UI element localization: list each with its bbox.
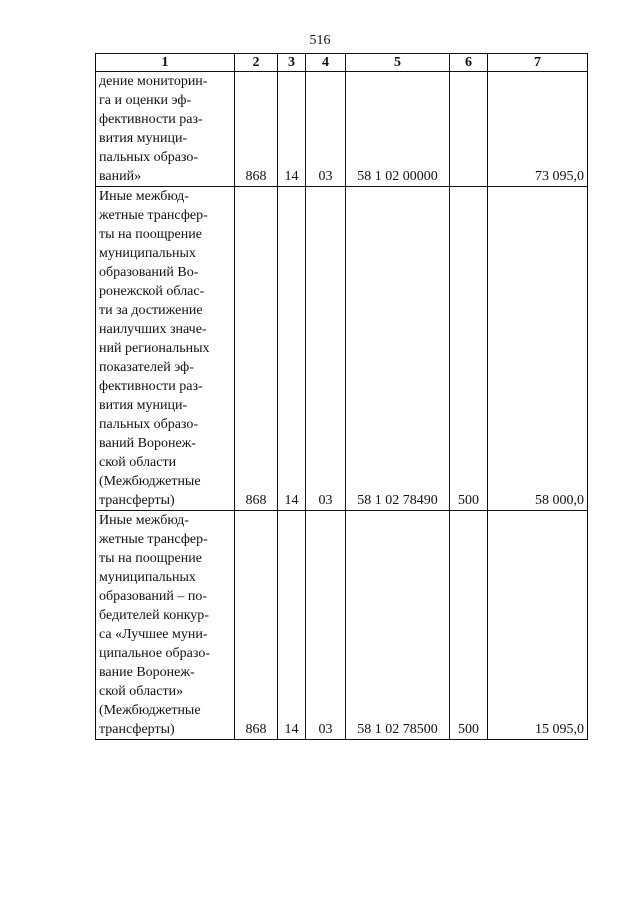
cell-rz: 14 bbox=[278, 72, 306, 187]
table-row bbox=[96, 511, 588, 740]
name-line: бедителей конкур- bbox=[99, 608, 209, 623]
cell-sum: 58 000,0 bbox=[488, 187, 588, 511]
cell-gr: 868 bbox=[235, 511, 278, 740]
cell-csr: 58 1 02 00000 bbox=[346, 72, 450, 187]
cell-vr: 500 bbox=[450, 511, 488, 740]
name-line: Иные межбюд- bbox=[99, 513, 189, 528]
name-line: фективности раз- bbox=[99, 379, 203, 394]
name-line: трансферты) bbox=[99, 493, 175, 508]
name-line: жетные трансфер- bbox=[99, 208, 208, 223]
row-name bbox=[96, 187, 235, 511]
name-line: муниципальных bbox=[99, 246, 196, 261]
header-col-4: 4 bbox=[306, 54, 346, 72]
cell-pr: 03 bbox=[306, 511, 346, 740]
name-line: пальных образо- bbox=[99, 150, 199, 165]
cell-gr: 868 bbox=[235, 187, 278, 511]
header-col-5: 5 bbox=[346, 54, 450, 72]
name-line: ваний Воронеж- bbox=[99, 436, 196, 451]
row-name bbox=[96, 511, 235, 740]
name-line: са «Лучшее муни- bbox=[99, 627, 208, 642]
header-row bbox=[96, 54, 588, 72]
row-name bbox=[96, 72, 235, 187]
name-line: наилучших значе- bbox=[99, 322, 207, 337]
cell-csr: 58 1 02 78500 bbox=[346, 511, 450, 740]
name-line: ской области bbox=[99, 455, 177, 470]
budget-table bbox=[95, 53, 588, 740]
cell-csr: 58 1 02 78490 bbox=[346, 187, 450, 511]
cell-gr: 868 bbox=[235, 72, 278, 187]
name-line: фективности раз- bbox=[99, 112, 203, 127]
page-number: 516 bbox=[309, 33, 331, 48]
name-line: ты на поощрение bbox=[99, 551, 202, 566]
name-line: трансферты) bbox=[99, 722, 175, 737]
header-col-2: 2 bbox=[235, 54, 278, 72]
name-line: ты на поощрение bbox=[99, 227, 202, 242]
name-line: ний региональных bbox=[99, 341, 210, 356]
cell-rz: 14 bbox=[278, 511, 306, 740]
cell-vr: 500 bbox=[450, 187, 488, 511]
name-line: муниципальных bbox=[99, 570, 196, 585]
name-line: (Межбюджетные bbox=[99, 703, 201, 718]
name-line: вития муници- bbox=[99, 398, 188, 413]
name-line: образований Во- bbox=[99, 265, 199, 280]
cell-rz: 14 bbox=[278, 187, 306, 511]
name-line: ронежской облас- bbox=[99, 284, 205, 299]
name-line: (Межбюджетные bbox=[99, 474, 201, 489]
name-line: вание Воронеж- bbox=[99, 665, 195, 680]
name-line: ципальное образо- bbox=[99, 646, 211, 661]
table-row bbox=[96, 72, 588, 187]
name-line: образований – по- bbox=[99, 589, 208, 604]
header-col-6: 6 bbox=[450, 54, 488, 72]
name-line: вития муници- bbox=[99, 131, 188, 146]
name-line: показателей эф- bbox=[99, 360, 194, 375]
header-col-3: 3 bbox=[278, 54, 306, 72]
name-line: ти за достижение bbox=[99, 303, 203, 318]
name-line: ской области» bbox=[99, 684, 184, 699]
header-col-7: 7 bbox=[488, 54, 588, 72]
cell-pr: 03 bbox=[306, 72, 346, 187]
cell-sum: 15 095,0 bbox=[488, 511, 588, 740]
table-row bbox=[96, 187, 588, 511]
name-line: дение мониторин- bbox=[99, 74, 208, 89]
name-line: пальных образо- bbox=[99, 417, 199, 432]
name-line: жетные трансфер- bbox=[99, 532, 208, 547]
name-line: Иные межбюд- bbox=[99, 189, 189, 204]
cell-vr bbox=[450, 72, 488, 187]
name-line: ваний» bbox=[99, 169, 142, 184]
name-line: га и оценки эф- bbox=[99, 93, 192, 108]
cell-sum: 73 095,0 bbox=[488, 72, 588, 187]
cell-pr: 03 bbox=[306, 187, 346, 511]
header-col-1: 1 bbox=[96, 54, 235, 72]
